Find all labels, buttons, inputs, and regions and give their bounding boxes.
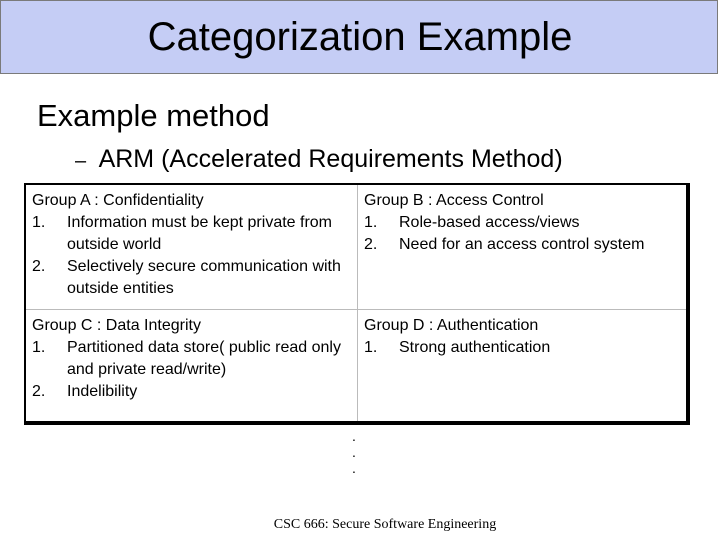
item-text: Need for an access control system xyxy=(399,236,645,253)
title-bar xyxy=(0,0,718,74)
slide-title: Categorization Example xyxy=(147,15,573,59)
group-d-cell xyxy=(358,310,688,423)
slide-footer: CSC 666: Secure Software Engineering xyxy=(273,517,497,532)
group-a-cell xyxy=(26,185,358,310)
sub-bullet-text: ARM (Accelerated Requirements Method) xyxy=(98,145,563,173)
item-number: 2. xyxy=(364,236,378,253)
item-text: Role-based access/views xyxy=(399,214,580,231)
item-number: 1. xyxy=(364,214,378,231)
list-item xyxy=(32,381,353,403)
group-title: Group C : Data Integrity xyxy=(32,317,201,334)
dash-bullet: – xyxy=(75,150,87,172)
category-table xyxy=(24,183,690,425)
ellipsis-dot: . xyxy=(352,444,356,460)
list-item xyxy=(364,234,684,256)
group-b-cell xyxy=(358,185,688,310)
item-number: 2. xyxy=(32,383,46,400)
item-number: 2. xyxy=(32,258,46,275)
item-text: Selectively secure communication with outside entities xyxy=(67,258,341,297)
list-item xyxy=(32,337,353,381)
group-title: Group D : Authentication xyxy=(364,317,539,334)
item-text: Information must be kept private from outside world xyxy=(67,214,332,253)
item-text: Partitioned data store( public read only and private read/write) xyxy=(67,339,341,378)
item-number: 1. xyxy=(364,339,378,356)
item-text: Strong authentication xyxy=(399,339,551,356)
group-title: Group A : Confidentiality xyxy=(32,192,204,209)
group-title: Group B : Access Control xyxy=(364,192,544,209)
item-number: 1. xyxy=(32,339,46,356)
group-c-cell xyxy=(26,310,358,423)
ellipsis-dot: . xyxy=(352,428,356,444)
list-item xyxy=(32,212,353,256)
item-number: 1. xyxy=(32,214,46,231)
list-item xyxy=(364,337,684,359)
ellipsis-dot: . xyxy=(352,460,356,476)
sub-bullet xyxy=(75,143,563,177)
item-text: Indelibility xyxy=(67,383,138,400)
list-item xyxy=(364,212,684,234)
slide-heading: Example method xyxy=(37,98,270,133)
ellipsis-dots xyxy=(352,428,356,476)
list-item xyxy=(32,256,353,300)
